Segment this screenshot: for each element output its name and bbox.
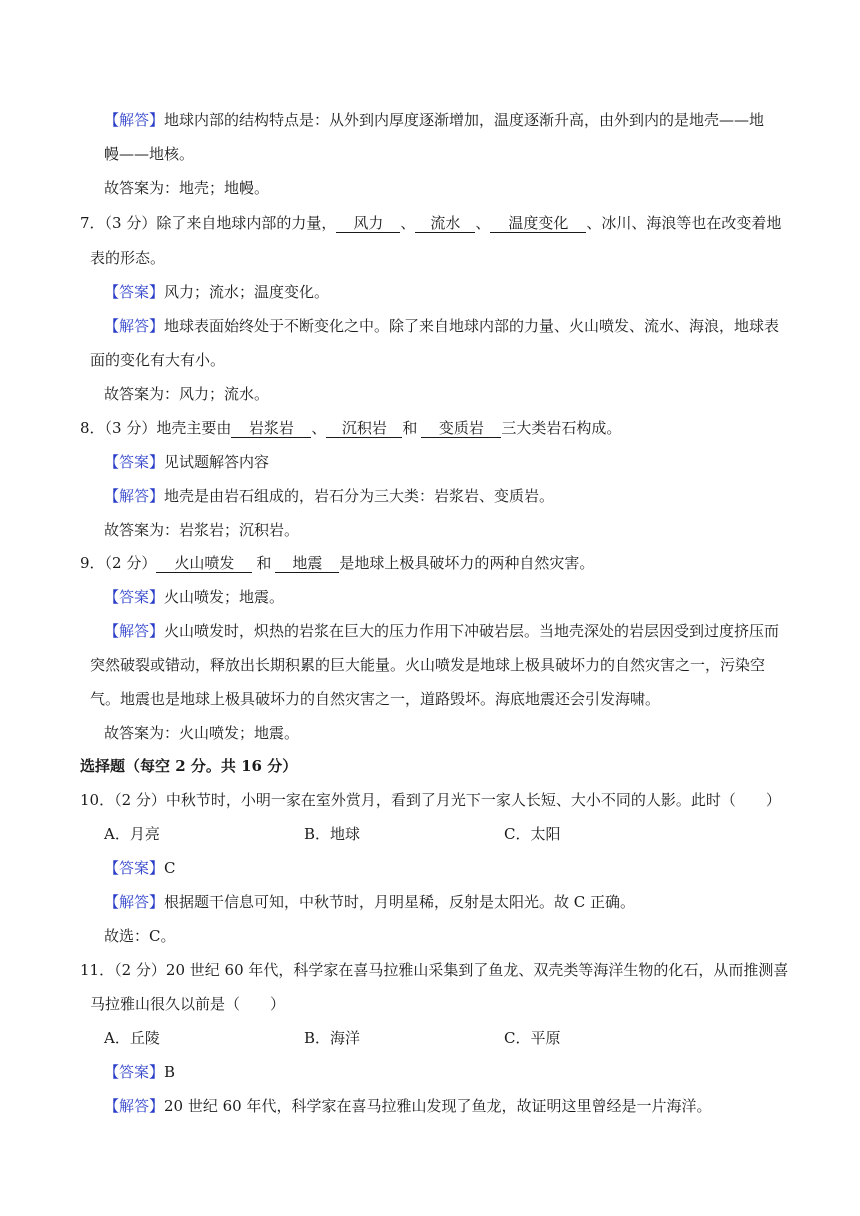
q8-blank-1: 岩浆岩 — [231, 419, 311, 438]
q8-answer: 【答案】见试题解答内容 — [104, 453, 270, 471]
q7-analysis-line1: 【解答】地球表面始终处于不断变化之中。除了来自地球内部的力量、火山喷发、流水、海浪，地球表 — [104, 317, 780, 335]
q11-option-a: A．丘陵 — [104, 1029, 160, 1047]
q10-option-c: C．太阳 — [504, 825, 561, 843]
q10-option-b: B．地球 — [304, 825, 361, 843]
analysis-tag: 【解答】 — [104, 1097, 165, 1115]
q11-question-line1: 11．（2 分）20 世纪 60 年代，科学家在喜马拉雅山采集到了鱼龙、双壳类等海洋生物的化石，从而推测喜 — [80, 961, 789, 979]
q6-final-answer: 故答案为：地壳；地幔。 — [104, 179, 270, 197]
q8-final-answer: 故答案为：岩浆岩；沉积岩。 — [104, 521, 300, 539]
q9-question: 9．（2 分） 火山喷发 和 地震 是地球上极具破坏力的两种自然灾害。 — [80, 554, 595, 572]
q9-analysis-line1: 【解答】火山喷发时，炽热的岩浆在巨大的压力作用下冲破岩层。当地壳深处的岩层因受到过度挤压而 — [104, 622, 780, 640]
q11-option-b: B．海洋 — [304, 1029, 361, 1047]
q7-blank-2: 流水 — [415, 214, 475, 233]
q11-option-c: C．平原 — [504, 1029, 561, 1047]
q11-options — [104, 1028, 560, 1048]
analysis-tag: 【解答】 — [104, 111, 165, 129]
q6-analysis-line1: 【解答】地球内部的结构特点是：从外到内厚度逐渐增加，温度逐渐升高，由外到内的是地壳——地 — [104, 111, 765, 129]
q6-analysis-line2: 幔——地核。 — [104, 145, 195, 163]
q7-answer: 【答案】风力；流水；温度变化。 — [104, 283, 330, 301]
q9-final-answer: 故答案为：火山喷发；地震。 — [104, 724, 300, 742]
q7-question: 7．（3 分）除了来自地球内部的力量， 风力 、 流水 、 温度变化 、冰川、海浪等也在改变着地 — [80, 214, 782, 232]
answer-tag: 【答案】 — [104, 859, 165, 877]
q7-analysis-line2: 面的变化有大有小。 — [90, 351, 226, 369]
q9-analysis-line2: 突然破裂或错动，释放出长期积累的巨大能量。火山喷发是地球上极具破坏力的自然灾害之一，污染空 — [90, 656, 766, 674]
q9-blank-2: 地震 — [275, 554, 339, 573]
q7-blank-1: 风力 — [336, 214, 400, 233]
q7-final-answer: 故答案为：风力；流水。 — [104, 385, 270, 403]
q10-options — [104, 824, 560, 844]
q11-analysis: 【解答】20 世纪 60 年代，科学家在喜马拉雅山发现了鱼龙，故证明这里曾经是一片海洋。 — [104, 1097, 712, 1115]
answer-tag: 【答案】 — [104, 588, 165, 606]
q10-question: 10．（2 分）中秋节时，小明一家在室外赏月，看到了月光下一家人长短、大小不同的人影。此时（ ） — [80, 791, 781, 809]
q8-question: 8．（3 分）地壳主要由 岩浆岩 、 沉积岩 和 变质岩 三大类岩石构成。 — [80, 419, 622, 437]
q10-analysis: 【解答】根据题干信息可知，中秋节时，月明星稀，反射是太阳光。故 C 正确。 — [104, 893, 636, 911]
q10-option-a: A．月亮 — [104, 825, 160, 843]
analysis-tag: 【解答】 — [104, 487, 165, 505]
q11-question-line2: 马拉雅山很久以前是（ ） — [90, 995, 286, 1013]
section-title: 选择题（每空 2 分。共 16 分） — [80, 757, 298, 775]
q7-blank-3: 温度变化 — [490, 214, 586, 233]
answer-tag: 【答案】 — [104, 453, 165, 471]
q7-question-line2: 表的形态。 — [90, 249, 166, 267]
q11-answer: 【答案】B — [104, 1063, 176, 1081]
q8-blank-3: 变质岩 — [421, 419, 501, 438]
q8-analysis: 【解答】地壳是由岩石组成的，岩石分为三大类：岩浆岩、变质岩。 — [104, 487, 555, 505]
q8-blank-2: 沉积岩 — [326, 419, 402, 438]
q10-final-answer: 故选：C。 — [104, 927, 176, 945]
q10-answer: 【答案】C — [104, 859, 176, 877]
analysis-tag: 【解答】 — [104, 317, 165, 335]
analysis-tag: 【解答】 — [104, 893, 165, 911]
answer-tag: 【答案】 — [104, 1063, 165, 1081]
q9-blank-1: 火山喷发 — [156, 554, 252, 573]
q9-answer: 【答案】火山喷发；地震。 — [104, 588, 285, 606]
q9-analysis-line3: 气。地震也是地球上极具破坏力的自然灾害之一，道路毁坏。海底地震还会引发海啸。 — [90, 690, 661, 708]
analysis-tag: 【解答】 — [104, 622, 165, 640]
answer-tag: 【答案】 — [104, 283, 165, 301]
